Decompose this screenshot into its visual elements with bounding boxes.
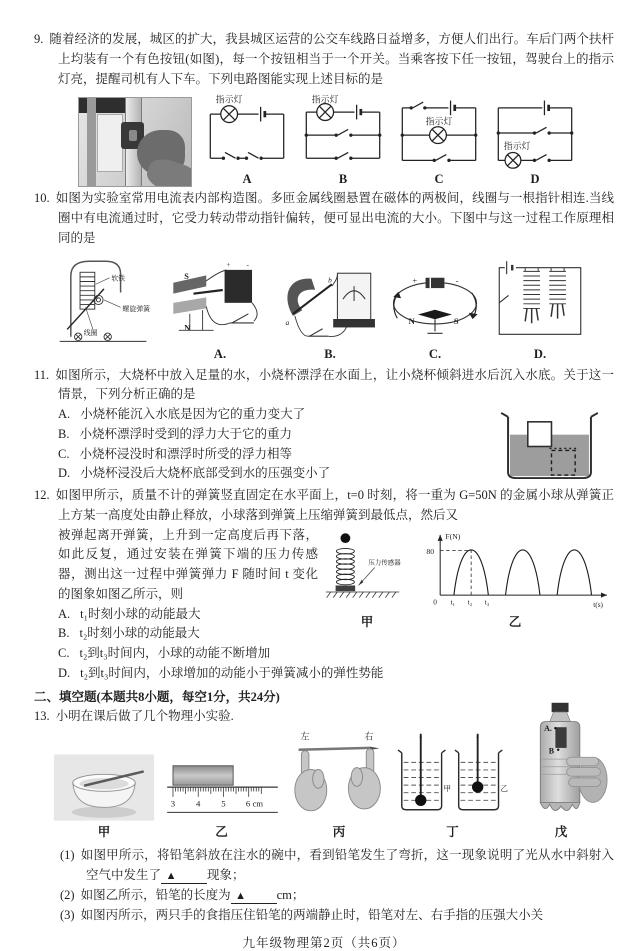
needle-n-label: N	[408, 315, 415, 326]
pencil-between-fingers	[299, 748, 370, 750]
clay-blob-jia	[415, 795, 426, 806]
needle-stand	[427, 319, 442, 333]
q12-text-part2: 被弹起离开弹簧，上升到一定高度后再下落，如此反复，通过安装在弹簧下端的压力传感器，测出这一过程中弹簧弹力 F 随时间 t 变化的图象如图乙所示，则	[58, 527, 318, 601]
bowl-figure-svg	[52, 752, 156, 824]
induction-demo-figure	[280, 256, 380, 346]
battery-minus: -	[246, 259, 249, 269]
ruler-tick-6cm: 6 cm	[245, 798, 263, 809]
q10-option-a	[166, 256, 274, 362]
answer-blank: ▲	[231, 891, 277, 904]
question-9	[34, 30, 614, 187]
q10-text-line	[34, 189, 614, 248]
coil-icon	[80, 272, 95, 309]
q10-option-d	[490, 256, 590, 362]
spring-icon	[336, 548, 354, 584]
q12-number: 12.	[34, 488, 50, 502]
axes	[440, 531, 607, 594]
left-hand	[295, 751, 327, 811]
page-footer: 九年级物理第2页（共6页）	[242, 936, 406, 951]
fig-label-wu: 戊	[554, 825, 568, 840]
indicator-lamp-label: 指示灯	[311, 94, 339, 105]
pencil-on-ruler	[172, 766, 232, 785]
q9-text: 随着经济的发展，城区的扩大，我县城区运营的公交车线路日益增多，方便人们出行。车后门两个扶杆上均装有一个有色按钮(如图)，每一个按钮相当于一个开关。当乘客按下任一按钮，驾驶台上的指示灯亮，提醒司机有人下车。下列电路图能实现上述目标的是	[49, 32, 614, 86]
q11-text-line	[34, 366, 614, 406]
switch-icon	[225, 153, 235, 159]
point-b-label: b	[328, 274, 332, 284]
switch-icon	[499, 295, 508, 302]
right-label: 右	[364, 731, 374, 742]
ruler-figure	[161, 758, 283, 840]
galvanometer-icon	[334, 273, 375, 327]
beaker-figure	[498, 409, 602, 483]
q9-text-line	[34, 30, 614, 89]
hands-figure-svg	[287, 730, 391, 824]
circuit-c-wires	[402, 101, 475, 161]
switch-icon	[338, 153, 348, 159]
switch-icon	[338, 130, 348, 136]
circuit-d-figure	[492, 93, 578, 171]
y-axis-label: F(N)	[445, 531, 461, 541]
circuit-c	[396, 93, 482, 187]
q11-option-c: C. 小烧杯浸没时和漂浮时所受的浮力相等	[58, 446, 292, 461]
y-tick-80: 80	[426, 546, 435, 556]
q11-option-b: B. 小烧杯漂浮时受到的浮力大于它的重力	[58, 426, 292, 441]
terminal-screws	[60, 333, 147, 341]
q13-sub2: (2) 如图乙所示，铅笔的长度为 ▲ cm；	[60, 888, 305, 903]
bottle-figure-svg	[514, 700, 608, 824]
force-time-graph	[416, 528, 614, 630]
dashed-guides	[440, 550, 471, 595]
motor-demo-figure	[166, 256, 274, 346]
circuit-a-figure	[204, 93, 290, 171]
q11-option-d: D. 小烧杯浸没后大烧杯底部受到水的压强变小了	[58, 466, 331, 481]
left-label: 左	[300, 731, 310, 742]
circuit-a-wires	[210, 106, 283, 158]
q10-option-b	[280, 256, 380, 362]
q10-number: 10.	[34, 191, 50, 206]
t1-label: t₁	[450, 597, 456, 607]
ruler-tick-3: 3	[170, 798, 175, 809]
ammeter-construction	[52, 252, 156, 362]
fig-label-ding: 丁	[446, 825, 459, 840]
battery-plus: +	[226, 259, 231, 269]
q11-text: 如图所示，大烧杯中放入足量的水，小烧杯漂浮在水面上，让小烧杯倾斜进水后沉入水底。关于这一情景，下列分析正确的是	[55, 367, 614, 402]
force-curve	[454, 549, 592, 594]
battery-cell	[426, 277, 445, 287]
point-a-label: A.	[544, 724, 552, 734]
bottle-bottom	[540, 803, 579, 811]
spring-ball-figure	[324, 530, 410, 630]
switch-icon	[436, 155, 446, 161]
figure-jia-label: 甲	[360, 614, 374, 629]
question-12	[34, 486, 614, 684]
beakers-figure-svg	[396, 732, 510, 824]
beaker-jia-label: 甲	[443, 784, 451, 794]
fig-label-bing: 丙	[332, 825, 346, 840]
fig-label-yi: 乙	[215, 825, 228, 840]
magnet-top-pole	[173, 275, 206, 293]
water-lines-jia	[403, 763, 439, 801]
q9-number: 9.	[34, 32, 44, 46]
spiral-spring-label: 螺旋弹簧	[122, 305, 151, 313]
electromagnet-demo-figure	[490, 256, 590, 346]
magnet-n-label: N	[184, 322, 191, 332]
ruler-tick-4: 4	[195, 798, 200, 809]
q12-option-b: B. t₂时刻小球的动能最大	[58, 626, 200, 641]
soft-iron-label: 软铁	[111, 275, 126, 283]
circuit-c-figure	[396, 93, 482, 171]
t2-label: t₂	[467, 597, 473, 607]
q10-b-label: B.	[324, 346, 336, 361]
coil-right	[549, 267, 566, 318]
circuit-d-label: D	[530, 172, 540, 187]
q13-sub1: (1) 如图甲所示，将铅笔斜放在注水的碗中，看到铅笔发生了弯折，这一现象说明了光从水中斜射入空气中发生了 ▲ 现象；	[60, 848, 614, 883]
q10-option-c	[386, 266, 484, 362]
minus-label: -	[455, 274, 459, 285]
switch-icon	[413, 102, 423, 108]
t3-label: t₃	[484, 597, 490, 607]
section-2-header: 二、填空题(本题共8小题，每空1分，共24分)	[34, 689, 280, 704]
ammeter-construction-figure	[52, 252, 156, 346]
bowl-figure	[52, 752, 156, 840]
circuit-b-label: B	[338, 172, 348, 187]
switch-icon	[308, 328, 328, 335]
bottle-figure	[514, 724, 608, 840]
ruler-figure-svg	[161, 758, 283, 824]
indicator-lamp-label: 指示灯	[425, 116, 453, 127]
fig-label-jia: 甲	[97, 825, 111, 840]
q12-option-d: D. t₂到t₃时间内，小球增加的动能小于弹簧减小的弹性势能	[58, 665, 384, 680]
q10-d-label: D.	[533, 346, 547, 361]
coil-left	[523, 267, 540, 323]
spring-figure-svg	[324, 530, 410, 614]
q13-sub3: (3) 如图丙所示，两只手的食指压住铅笔的两端静止时，铅笔对左、右手指的压强大小关	[60, 908, 544, 923]
right-hand	[348, 749, 380, 809]
circuit-b-figure	[300, 93, 386, 171]
beakers-figure	[396, 732, 510, 840]
switch-icon	[536, 155, 546, 161]
figure-yi-label: 乙	[508, 614, 522, 629]
q10-figure-row	[52, 252, 614, 362]
answer-blank: ▲	[161, 871, 207, 884]
question-13	[34, 707, 614, 926]
q13-stem: 小明在课后做了几个物理小实验.	[55, 708, 234, 723]
circuit-a-label: A	[242, 172, 252, 187]
hands-figure	[287, 730, 391, 840]
point-b-label: B	[548, 746, 555, 756]
ruler-ticks	[172, 787, 260, 797]
q11-option-a: A. 小烧杯能沉入水底是因为它的重力变大了	[58, 407, 306, 421]
battery-box	[225, 269, 252, 302]
circuit-a	[204, 93, 290, 187]
graph-figure-svg	[416, 528, 614, 614]
nails	[551, 303, 564, 318]
q13-number: 13.	[34, 708, 50, 723]
circuit-b-wires	[306, 104, 379, 159]
metal-ball	[340, 533, 350, 543]
conductor-rod	[193, 290, 222, 294]
ground-hatching	[326, 591, 399, 597]
ruler-tick-5: 5	[220, 798, 226, 809]
magnet-s-label: S	[184, 271, 189, 281]
q13-figure-row	[52, 724, 608, 840]
switch-icon	[536, 128, 546, 134]
q12-option-a: A. t₁时刻小球的动能最大	[58, 606, 201, 621]
small-beaker-floating	[528, 422, 552, 447]
beaker-yi-label: 乙	[499, 784, 508, 794]
plus-label: +	[412, 274, 418, 285]
q9-figure-row	[78, 93, 614, 187]
force-sensor-label: 压力传感器	[368, 558, 401, 566]
q10-a-label: A.	[213, 346, 227, 361]
circuit-loop	[499, 261, 580, 334]
indicator-lamp-label: 指示灯	[215, 94, 243, 105]
bottle-cap	[552, 703, 569, 712]
oersted-demo-figure	[386, 266, 484, 346]
switch-icon	[248, 153, 258, 159]
question-11	[34, 366, 614, 485]
indicator-lamp-label: 指示灯	[503, 141, 531, 152]
bus-button-photo	[78, 97, 192, 187]
photo-window	[97, 114, 123, 172]
water-lines-yi	[460, 763, 496, 801]
q11-number: 11.	[34, 367, 50, 382]
point-a-label: a	[285, 317, 290, 327]
horseshoe-magnet	[287, 278, 315, 315]
q12-option-c: C. t₂到t₃时间内，小球的动能不断增加	[58, 646, 271, 660]
circuit-d	[492, 93, 578, 187]
strip-in-bottle	[555, 727, 566, 748]
circuit-c-label: C	[434, 172, 444, 187]
photo-button	[129, 130, 137, 141]
switch-icon	[230, 313, 254, 322]
q12-text-part1: 12. 如图甲所示，质量不计的弹簧竖直固定在水平面上，t=0 时刻，将一重为 G=50N 的金属小球从弹簧正上方某一高度处由静止释放，小球落到弹簧上压缩弹簧到最低点，然后又	[34, 488, 614, 522]
q10-c-label: C.	[428, 346, 442, 361]
q12-figure	[324, 528, 614, 630]
q12-body	[34, 526, 614, 684]
photo-door-frame	[87, 98, 96, 186]
clay-blob-yi	[471, 782, 482, 793]
spiral-spring-icon	[94, 295, 103, 304]
q10-text: 如图为实验室常用电流表内部构造图。多匝金属线圈悬置在磁体的两极间，线圈与一根指针相连.当线圈中有电流通过时，它受力转动带动指针偏转，便可显出电流的大小。下图中与这一过程工作原理相同的是	[55, 191, 614, 245]
needle-s-label: S	[453, 315, 459, 326]
magnet-bottom-pole	[173, 297, 206, 313]
force-sensor	[336, 585, 356, 591]
coil-label: 线圈	[83, 329, 98, 337]
compass-needle	[418, 309, 452, 318]
bottle-neck	[550, 712, 571, 721]
x-axis-label: t(s)	[593, 599, 603, 609]
circuit-b	[300, 93, 386, 187]
origin-label: 0	[433, 597, 437, 607]
q11-options-block	[34, 405, 614, 484]
nails	[525, 308, 538, 323]
question-10	[34, 189, 614, 361]
